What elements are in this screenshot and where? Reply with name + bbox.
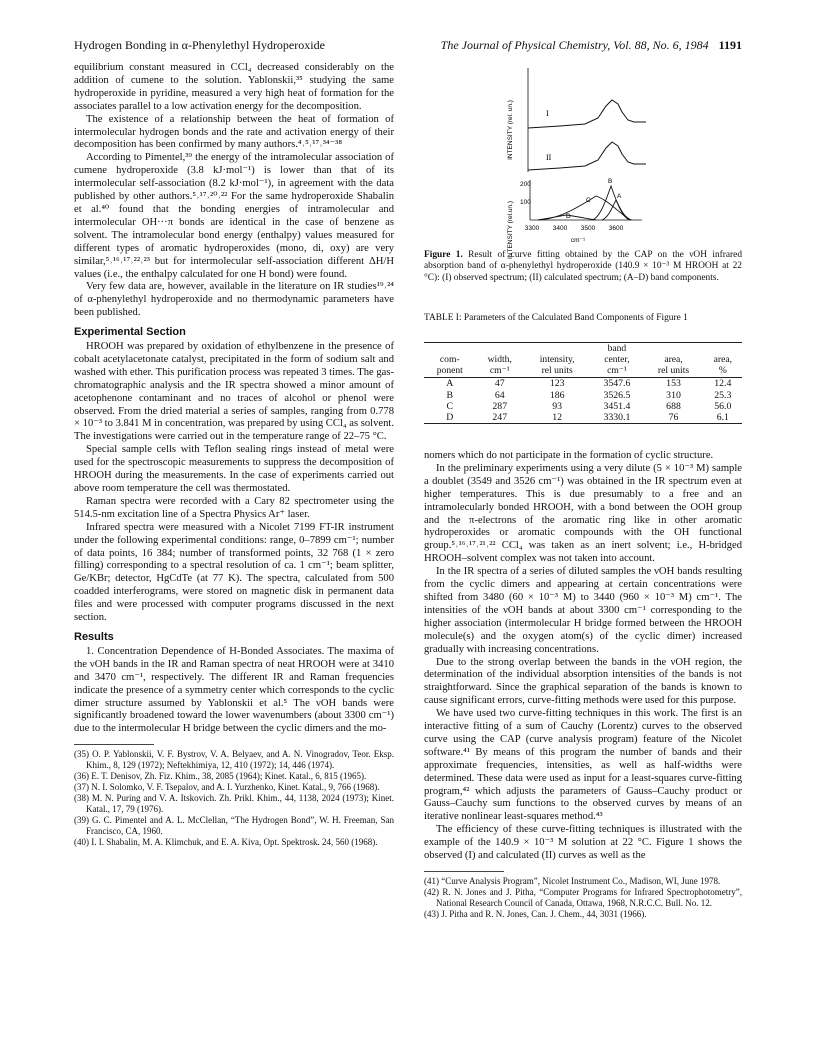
- footnote-rule: [424, 871, 504, 872]
- paragraph: Infrared spectra were measured with a Nicolet 7199 FT-IR instrument under the following experimental conditions: range, 0–7899 cm⁻¹; number of data points, 16 384; number of transformed points, 32 768 (1 × zero filling) corresponding to a spectral resolution of ca. 1 cm⁻¹; beam splitter, Ge/KBr; detector, HgCdTe (at 77 K). The spectra, calculated from 500 coadded interferograms, were stored on magnetic disk in permanent data files and were processed with computer programs discussed in the next section.: [74, 521, 394, 624]
- table-cell: 25.3: [714, 389, 732, 401]
- paragraph: 1. Concentration Dependence of H-Bonded Associates. The maxima of the νOH bands in the IR and Raman spectra of neat HROOH were at 3410 and 3470 cm⁻¹, respectively. The different IR and Raman frequencies indicate the presence of a symmetry center which corresponds to the cyclic dimer structure assumed by Yablonskii et al.⁵ The νOH bands were significantly broadened toward the lower wavenumbers (about 3300 cm⁻¹) due to the intermolecular H bridge between the cyclic dimers and the mo-: [74, 645, 394, 735]
- section-heading-experimental: Experimental Section: [74, 326, 186, 339]
- header-line: com-: [439, 353, 460, 365]
- header-line: rel units: [657, 364, 690, 376]
- paragraph: HROOH was prepared by oxidation of ethylbenzene in the presence of cobalt acetylacetonate catalyst, precipitated in the form of sodium salt and washed with ether. This purification process was repeated 3 times. The gas-chromatographic analysis and the IR spectra showed a minor amount of acetophenone contaminant and no traces of alcohol or phenol were observed. From the dried material a series of samples, ranging from 0.778 × 10⁻³ to 3.841 M in concentration, was prepared by using CCl₄ as solvent. The investigations were carried out in the temperature range of 22–75 °C.: [74, 341, 394, 443]
- header-title: Hydrogen Bonding in α-Phenylethyl Hydroperoxide: [74, 38, 325, 52]
- footnotes-left: [74, 749, 394, 848]
- footnote: (38) M. N. Puring and V. A. Itskovich. Zh. Prikl. Khim., 44, 1138, 2024 (1973); Kinet. Katal., 17, 79 (1976).: [74, 793, 394, 815]
- paragraph: Very few data are, however, available in the literature on IR studies¹⁹˒²⁴ of α-phenylethyl hydroperoxide and no thermodynamic parameters have been published.: [74, 281, 394, 319]
- x-tick-3400: 3400: [552, 225, 568, 232]
- header-line: width,: [487, 353, 512, 365]
- x-tick-3300: 3300: [524, 225, 540, 232]
- header-line: cm⁻¹: [489, 364, 510, 376]
- footnotes-right: [424, 876, 742, 920]
- table-row: [424, 401, 742, 412]
- table-cell: 56.0: [714, 400, 732, 412]
- table-cell: 247: [476, 412, 524, 424]
- table-cell: 153: [666, 378, 681, 390]
- table-cell: 186: [549, 389, 565, 401]
- journal-citation: The Journal of Physical Chemistry, Vol. 88, No. 6, 1984: [440, 38, 709, 52]
- header-line: %: [718, 364, 727, 376]
- table-header-component: [424, 343, 476, 378]
- table-cell: 76: [643, 412, 703, 424]
- footnote: (42) R. N. Jones and J. Pitha, “Computer Programs for Infrared Spectrophotometry”, National Research Council of Canada, Ottawa, 1968, N.R.C.C. Bull. No. 12.: [424, 887, 742, 908]
- page-number: 1191: [718, 38, 742, 52]
- header-line: rel units: [541, 364, 573, 376]
- table-row: [424, 378, 742, 390]
- table-cell: 3547.6: [603, 378, 631, 390]
- table-cell: 93: [552, 400, 563, 412]
- header-line: center,: [604, 353, 630, 365]
- header-line: cm⁻¹: [607, 364, 627, 376]
- table-1: [424, 342, 742, 424]
- figure-1: [500, 60, 690, 282]
- y-tick-200: 200: [520, 181, 531, 188]
- header-line: area,: [664, 353, 683, 365]
- table-header-width: [476, 343, 524, 378]
- figure-caption: [424, 250, 742, 284]
- paragraph: nomers which do not participate in the formation of cyclic structure.: [424, 450, 714, 461]
- component-label-D: D: [566, 213, 571, 220]
- table-cell: 12: [524, 412, 590, 424]
- table-cell: D: [424, 412, 476, 424]
- table-cell: 3526.5: [603, 389, 631, 401]
- table-cell: 6.1: [704, 412, 742, 424]
- table-cell: 287: [492, 400, 508, 412]
- paragraph: In the IR spectra of a series of diluted samples the νOH bands resulting from the cyclic dimers and appearing at certain concentrations were shifted from 3480 (60 × 10⁻³ M) to 3440 (960 × 10⁻³ M) cm⁻¹. The intensities of the νOH bands at about 3300 cm⁻¹ corresponding to the higher association (intermolecular H bridge formed between the HROOH molecule(s) and the oxygen atom(s) of the cyclic dimer) increased gradually with increasing concentrations.: [424, 566, 742, 655]
- paragraph: We have used two curve-fitting techniques in this work. The first is an interactive fitting of a sum of Cauchy (Lorentz) curves to the observed curve using the CAP (curve analysis program) feature of the Nicolet software.⁴¹ By means of this program the number of bands and their approximate frequencies, intensities, as well as half-widths were determined. These data were used as input for a least-squares curve-fitting program,⁴² which adjusts the parameters of Gauss–Cauchy product or Gauss–Cauchy sum functions to the observed curves by means of an iterative nonlinear least-squares method.⁴³: [424, 708, 742, 823]
- paragraph: Special sample cells with Teflon sealing rings instead of metal were used for the spectroscopic measurements to suppress the decomposition of HROOH during the measurements. In the case of experiments carried out above room temperature the cell was thermostated.: [74, 444, 394, 494]
- paragraph: According to Pimentel,³⁹ the energy of the intramolecular association of cumene hydroperoxide (3.8 kJ·mol⁻¹) is lower than that of its intermolecular self-association (8.2 kJ·mol⁻¹), in agreement with the data published by other authors.⁵˒¹⁷˒²⁰˒²² For the same hydroperoxide Shabalin et al.⁴⁰ found that the bonding energies of intramolecular and intermolecular OH···π bonds are identical in the case of benzene as solvent. The intramolecular bond energy (enthalpy) values measured for different types of aromatic hydroperoxides (mono, di, oxy) are very similar,⁵˒¹⁶˒¹⁷˒²²˒²³ but for intermolecular self-association different ΔH/H values (i.e., the enthalpy calculated for one H bond) were found.: [74, 152, 394, 280]
- footnote: (43) J. Pitha and R. N. Jones, Can. J. Chem., 44, 3031 (1966).: [424, 909, 647, 919]
- x-tick-3600: 3600: [608, 225, 624, 232]
- table-cell: 3451.4: [603, 400, 631, 412]
- table-row: [424, 390, 742, 401]
- table-cell: 64: [494, 389, 505, 401]
- x-tick-3500: 3500: [580, 225, 596, 232]
- header-line: ponent: [436, 364, 463, 376]
- footnote: (40) I. I. Shabalin, M. A. Klimchuk, and E. A. Kiva, Opt. Spektrosk. 24, 560 (1968).: [74, 837, 378, 848]
- header-line: intensity,: [539, 353, 575, 365]
- component-label-B: B: [608, 178, 613, 185]
- footnote: (36) E. T. Denisov, Zh. Fiz. Khim., 38, 2085 (1964); Kinet. Katal., 6, 815 (1965).: [74, 771, 367, 782]
- footnote: (37) N. I. Solomko, V. F. Tsepalov, and A. I. Yurzhenko, Kinet. Katal., 9, 766 (1968).: [74, 782, 380, 793]
- left-column: [74, 62, 394, 848]
- component-label-C: C: [586, 197, 591, 204]
- curve-label-II: II: [546, 153, 552, 162]
- table-header-area: [643, 343, 703, 378]
- paragraph: The efficiency of these curve-fitting techniques is illustrated with the example of the 140.9 × 10⁻³ M solution at 22 °C. Figure 1 shows the observed (I) and calculated (II) curves as well as the: [424, 824, 742, 862]
- table-cell: C: [446, 400, 454, 412]
- table-cell: 123: [549, 378, 565, 390]
- table-cell: A: [446, 378, 454, 390]
- curve-label-I: I: [546, 109, 549, 118]
- right-column: [424, 450, 742, 920]
- paragraph: In the preliminary experiments using a very dilute (5 × 10⁻³ M) sample a doublet (3549 and 3526 cm⁻¹) was obtained in the IR spectrum even at higher temperatures. This is due presumably to a free and an intramolecularly bonded HROOH, with a bond between the OOH group and the π-electrons of the aromatic ring like in other aromatic hydroperoxides or aromatic compounds with the OH functional group.⁵˒¹⁶˒¹⁷˒²¹˒²² CCl₄ was taken as an inert solvent; i.e., H-bridged HROOH–solvent complex was not taken into account.: [424, 462, 742, 565]
- footnote-rule: [74, 744, 154, 745]
- x-unit: cm⁻¹: [570, 237, 586, 244]
- table-cell: B: [446, 389, 454, 401]
- table-header-area-pct: [704, 343, 742, 378]
- table-cell: 12.4: [714, 378, 732, 390]
- figure-caption-label: Figure 1.: [424, 250, 463, 260]
- table-row: [424, 412, 742, 424]
- header-line: area,: [713, 353, 732, 365]
- table-header-center: [590, 343, 643, 378]
- table-cell: 47: [494, 378, 505, 390]
- table-cell: 310: [666, 389, 681, 401]
- table-cell: 688: [666, 400, 681, 412]
- section-heading-results: Results: [74, 630, 114, 643]
- paragraph: Due to the strong overlap between the bands in the νOH region, the determination of the individual absorption intensities of the bands is not straightforward. Since the graphical separation of the bands is known to cause significant errors, curve-fitting methods were used for this purpose.: [424, 656, 742, 707]
- footnote: (41) “Curve Analysis Program”, Nicolet Instrument Co., Madison, WI, June 1978.: [424, 876, 721, 886]
- footnote: (35) O. P. Yablonskii, V. F. Bystrov, V. A. Belyaev, and A. N. Vinogradov, Teor. Eksp. Khim., 8, 129 (1972); Neftekhimiya, 12, 410 (1972); 14, 446 (1974).: [74, 749, 394, 771]
- paragraph: equilibrium constant measured in CCl₄ decreased considerably on the addition of cumene to the solution. Yablonskii,³⁵ studying the same hydroperoxide in pyridine, measured a very high heat of formation for the associates parallel to a low activation energy for the decomposition.: [74, 62, 394, 112]
- table-caption: TABLE I: Parameters of the Calculated Band Components of Figure 1: [424, 313, 688, 323]
- ylabel-bottom: INTENSITY (rel.un.): [507, 200, 514, 260]
- paragraph: Raman spectra were recorded with a Cary 82 spectrometer using the 514.5-nm excitation line of a Spectra Physics Ar⁺ laser.: [74, 495, 394, 520]
- table-cell: 3330.1: [590, 412, 643, 424]
- ylabel-top: INTENSITY (rel. un.): [507, 100, 514, 160]
- component-label-A: A: [617, 193, 622, 200]
- header-journal: [441, 38, 742, 53]
- y-tick-100: 100: [520, 199, 531, 206]
- table-header-intensity: [524, 343, 590, 378]
- paragraph: The existence of a relationship between the heat of formation of intermolecular hydrogen bonds and the rate and activation energy of their decomposition has been confirmed by many authors.⁴˒⁵˒¹⁷˒³⁴⁻³⁸: [74, 113, 394, 151]
- footnote: (39) G. C. Pimentel and A. L. McClellan, “The Hydrogen Bond”, W. H. Freeman, San Francisco, CA, 1960.: [74, 815, 394, 837]
- header-line: band: [607, 343, 627, 354]
- figure-caption-text: Result of curve fitting obtained by the CAP on the νOH infrared absorption band of α-phenylethyl hydroperoxide (140.9 × 10⁻³ M HROOH at 22 °C): (I) observed spectrum; (II) calculated spectrum; (A–D) band components.: [424, 250, 743, 283]
